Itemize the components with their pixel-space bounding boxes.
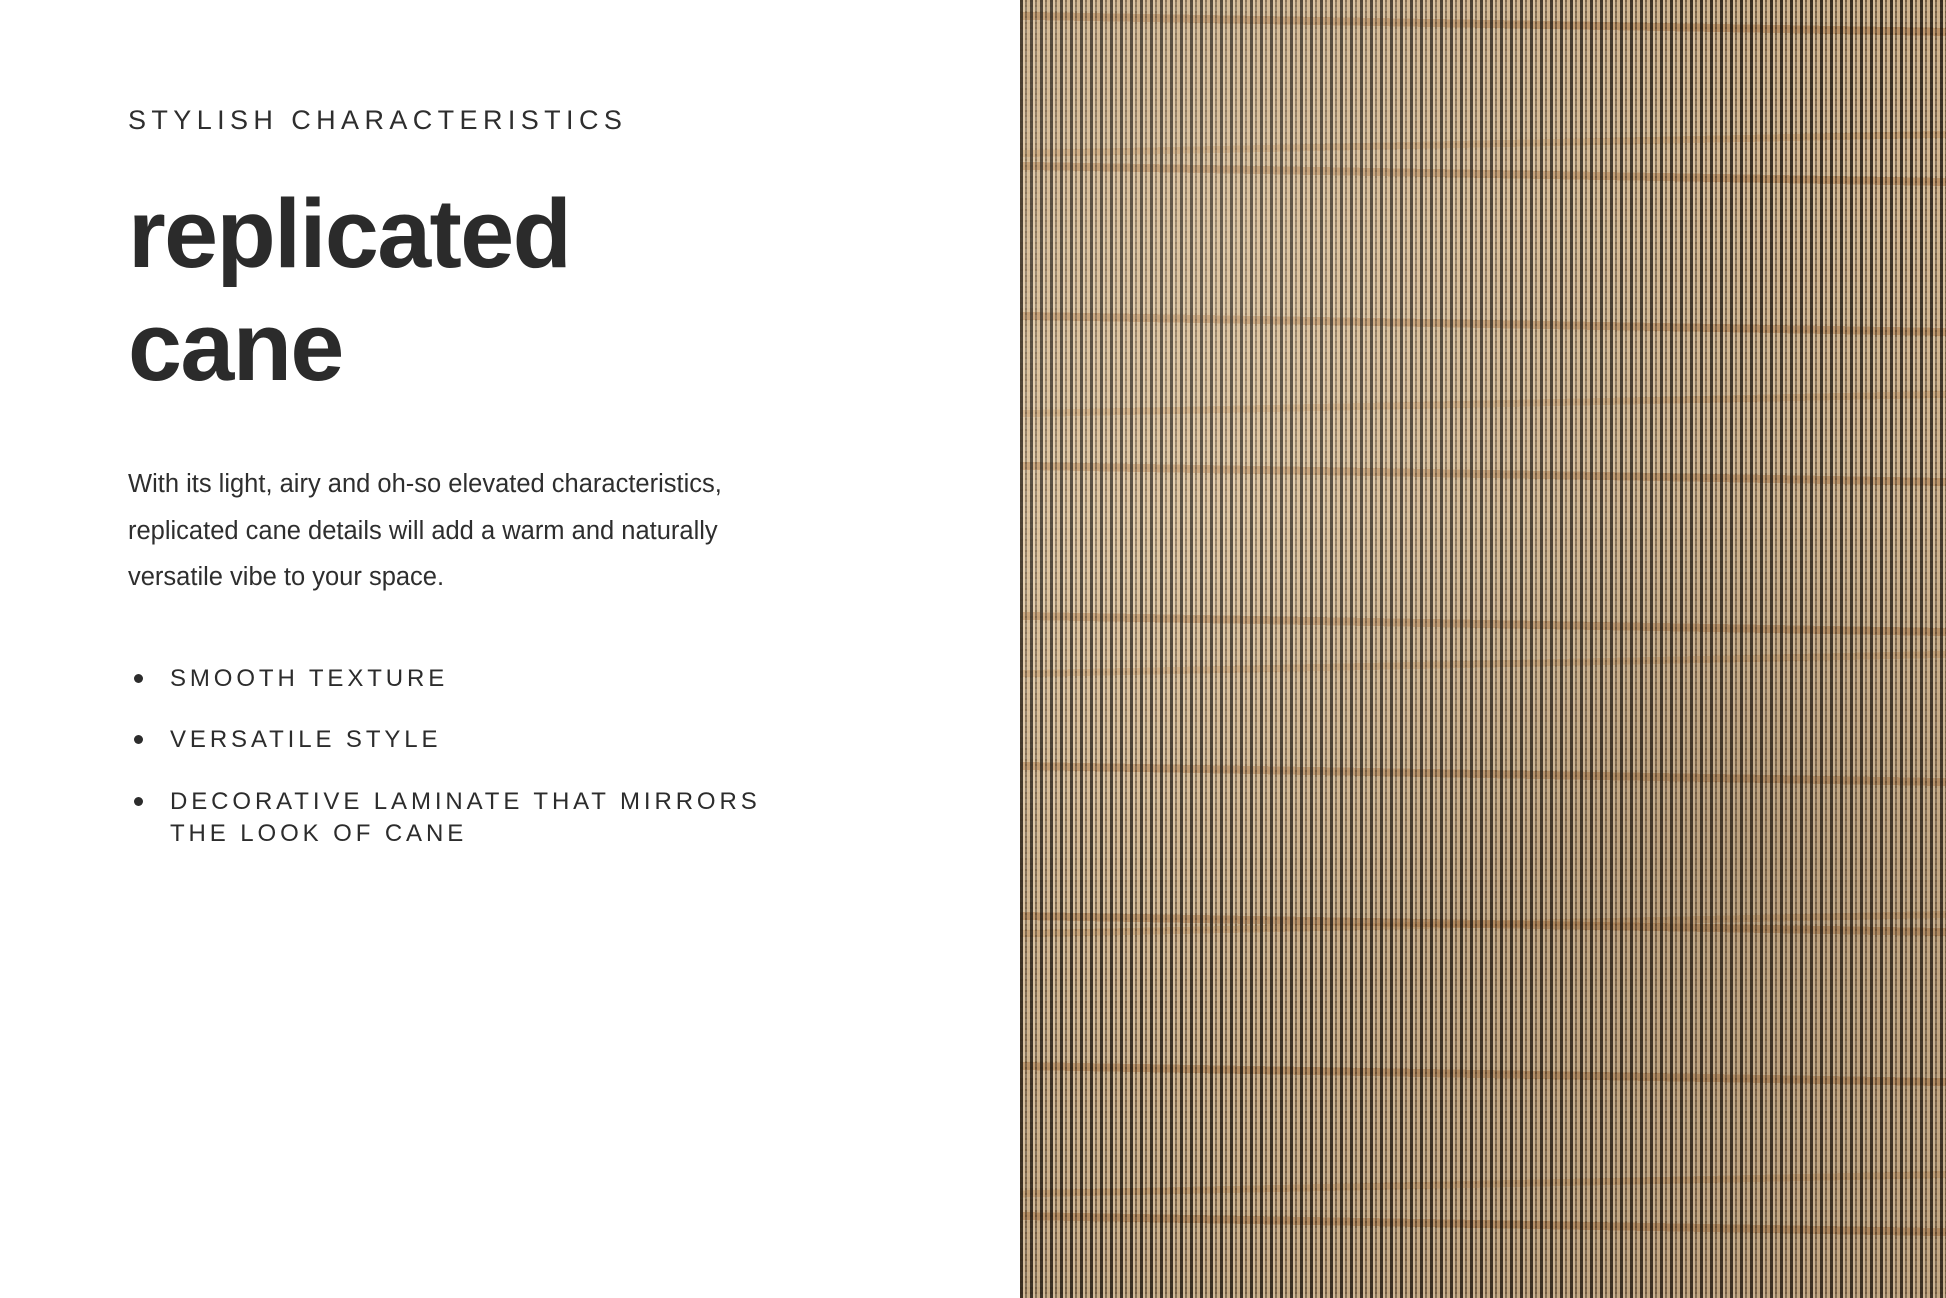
body-paragraph: With its light, airy and oh-so elevated characteristics, replicated cane details will add a warm and naturally versatile vibe to your space. xyxy=(128,470,722,592)
list-item: VERSATILE STYLE xyxy=(128,724,808,756)
list-item: DECORATIVE LAMINATE THAT MIRRORS THE LOOK OF CANE xyxy=(128,786,808,849)
list-item: SMOOTH TEXTURE xyxy=(128,663,808,695)
cane-strands-overlay xyxy=(1020,0,1946,1298)
panel-edge-divider xyxy=(1020,0,1023,1298)
cane-texture-image xyxy=(1020,0,1946,1298)
feature-list xyxy=(128,663,808,850)
eyebrow-label: STYLISH CHARACTERISTICS xyxy=(128,105,628,135)
page-title: replicated cane xyxy=(128,179,571,401)
